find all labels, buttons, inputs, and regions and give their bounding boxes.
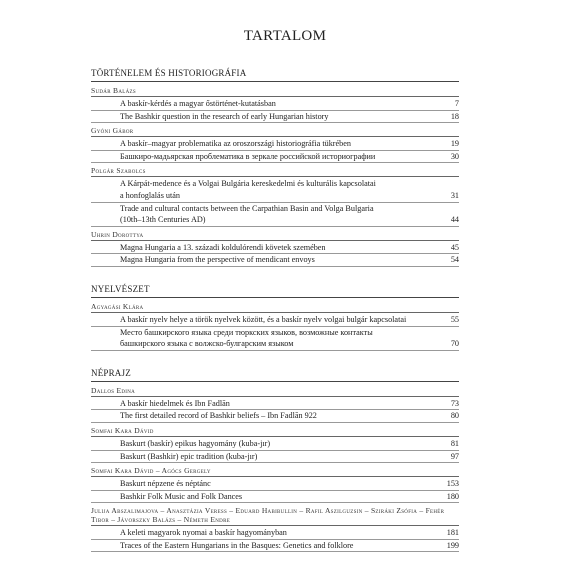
- entry-page-number: 199: [446, 540, 459, 550]
- entry-page-number: 55: [450, 314, 459, 324]
- table-of-contents: [91, 68, 459, 555]
- entry-page-number: 73: [450, 398, 459, 408]
- toc-block: [91, 506, 459, 552]
- section-spacer: [91, 270, 459, 284]
- toc-entry[interactable]: [91, 479, 459, 491]
- page-title: TARTALOM: [243, 28, 327, 44]
- toc-entry[interactable]: [91, 339, 459, 351]
- toc-entry[interactable]: [91, 191, 459, 203]
- entry-page-number: 18: [450, 111, 459, 121]
- entry-page-number: 54: [450, 255, 459, 265]
- entry-page-number: 44: [450, 215, 459, 225]
- toc-entry[interactable]: [91, 399, 459, 411]
- toc-entry[interactable]: [91, 139, 459, 151]
- toc-entry[interactable]: [91, 452, 459, 464]
- entry-title: a honfoglalás után: [120, 190, 181, 200]
- toc-block: [91, 230, 459, 267]
- toc-block: [91, 426, 459, 463]
- author-name: Somfai Kara Dávid: [91, 426, 459, 437]
- author-name: Polgár Szabolcs: [91, 166, 459, 177]
- entry-title: Baskurt (baskír) epikus hagyomány (kuba-jır): [120, 438, 271, 448]
- section-heading: NYELVÉSZET: [91, 284, 459, 298]
- entry-title: башкирского языка с волжско-булгарским языком: [120, 339, 294, 349]
- section-heading: TÖRTÉNELEM ÉS HISTORIOGRÁFIA: [91, 68, 459, 82]
- toc-block: [91, 466, 459, 503]
- entry-page-number: 7: [454, 99, 459, 108]
- toc-entry[interactable]: [91, 152, 459, 164]
- toc-entry[interactable]: [91, 315, 459, 327]
- toc-entry[interactable]: [91, 179, 459, 190]
- entry-title: A baskír-kérdés a magyar őstörténet-kutatásban: [120, 99, 276, 108]
- entry-title: Bashkir Folk Music and Folk Dances: [120, 491, 243, 501]
- entry-page-number: 30: [450, 151, 459, 161]
- toc-entry[interactable]: [91, 328, 459, 339]
- entry-title: Башкиро-мадьярская проблематика в зеркале российской историографии: [120, 151, 376, 161]
- toc-entry[interactable]: [91, 255, 459, 267]
- toc-block: [91, 302, 459, 351]
- entry-title: (10th–13th Centuries AD): [120, 215, 206, 225]
- entry-title: Baskurt (Bashkir) epic tradition (kuba-jır): [120, 451, 258, 461]
- author-name: Uhrin Dorottya: [91, 230, 459, 241]
- author-name: Agyagási Klára: [91, 302, 459, 313]
- author-name: Sudár Balázs: [91, 86, 459, 97]
- entry-page-number: 181: [446, 528, 459, 538]
- toc-entry[interactable]: [91, 99, 459, 111]
- toc-entry[interactable]: [91, 243, 459, 255]
- entry-title: A baskír–magyar problematika az oroszországi historiográfia tükrében: [120, 139, 351, 149]
- entry-page-number: 81: [450, 438, 459, 448]
- toc-block: [91, 386, 459, 423]
- toc-block: [91, 126, 459, 163]
- entry-title: Место башкирского языка среди тюркских языков, возможные контакты: [120, 327, 373, 337]
- entry-title: A keleti magyarok nyomai a baskír hagyományban: [120, 528, 287, 538]
- entry-title: The Bashkir question in the research of early Hungarian history: [120, 111, 329, 121]
- entry-title: The first detailed record of Bashkir beliefs – Ibn Fadlān 922: [120, 411, 317, 421]
- entry-page-number: 31: [450, 190, 459, 200]
- entry-title: A baskír hiedelmek és Ibn Fadlān: [120, 398, 230, 408]
- toc-entry[interactable]: [91, 439, 459, 451]
- author-name: Somfai Kara Dávid – Agócs Gergely: [91, 466, 459, 477]
- author-name: Dallos Edina: [91, 386, 459, 397]
- entry-page-number: 153: [446, 479, 459, 489]
- entry-title: Trade and cultural contacts between the Carpathian Basin and Volga Bulgaria: [120, 203, 374, 213]
- entry-title: A baskír nyelv helye a török nyelvek között, és a baskír nyelv volgai bulgár kapcsolatai: [120, 314, 407, 324]
- entry-page-number: 180: [446, 491, 459, 501]
- toc-entry[interactable]: [91, 411, 459, 423]
- toc-block: [91, 86, 459, 123]
- toc-block: [91, 166, 459, 226]
- entry-title: A Kárpát-medence és a Volgai Bulgária kereskedelmi és kulturális kapcsolatai: [120, 179, 376, 189]
- toc-entry[interactable]: [91, 204, 459, 215]
- section-heading: NÉPRAJZ: [91, 368, 459, 382]
- section-spacer: [91, 354, 459, 368]
- author-name: Gyóni Gábor: [91, 126, 459, 137]
- entry-title: Traces of the Eastern Hungarians in the Basques: Genetics and folklore: [120, 540, 354, 550]
- toc-entry[interactable]: [91, 492, 459, 504]
- toc-entry[interactable]: [91, 215, 459, 227]
- entry-page-number: 45: [450, 242, 459, 252]
- toc-entry[interactable]: [91, 528, 459, 540]
- entry-title: Magna Hungaria a 13. századi koldulórendi követek szemében: [120, 242, 326, 252]
- entry-title: Baskurt népzene és néptánc: [120, 479, 211, 489]
- entry-title: Magna Hungaria from the perspective of mendicant envoys: [120, 255, 315, 265]
- entry-page-number: 70: [450, 339, 459, 349]
- toc-entry[interactable]: [91, 112, 459, 124]
- toc-entry[interactable]: [91, 541, 459, 553]
- entry-page-number: 97: [450, 451, 459, 461]
- entry-page-number: 80: [450, 411, 459, 421]
- entry-page-number: 19: [450, 139, 459, 149]
- author-name: Julija Abszalimajova – Anasztázia Veress – Eduard Habibullin – Rafil Aszilguzsin – Sziráki Zsófia – Fehér Tibor – Jávorszky Balázs – Németh Endre: [91, 506, 459, 526]
